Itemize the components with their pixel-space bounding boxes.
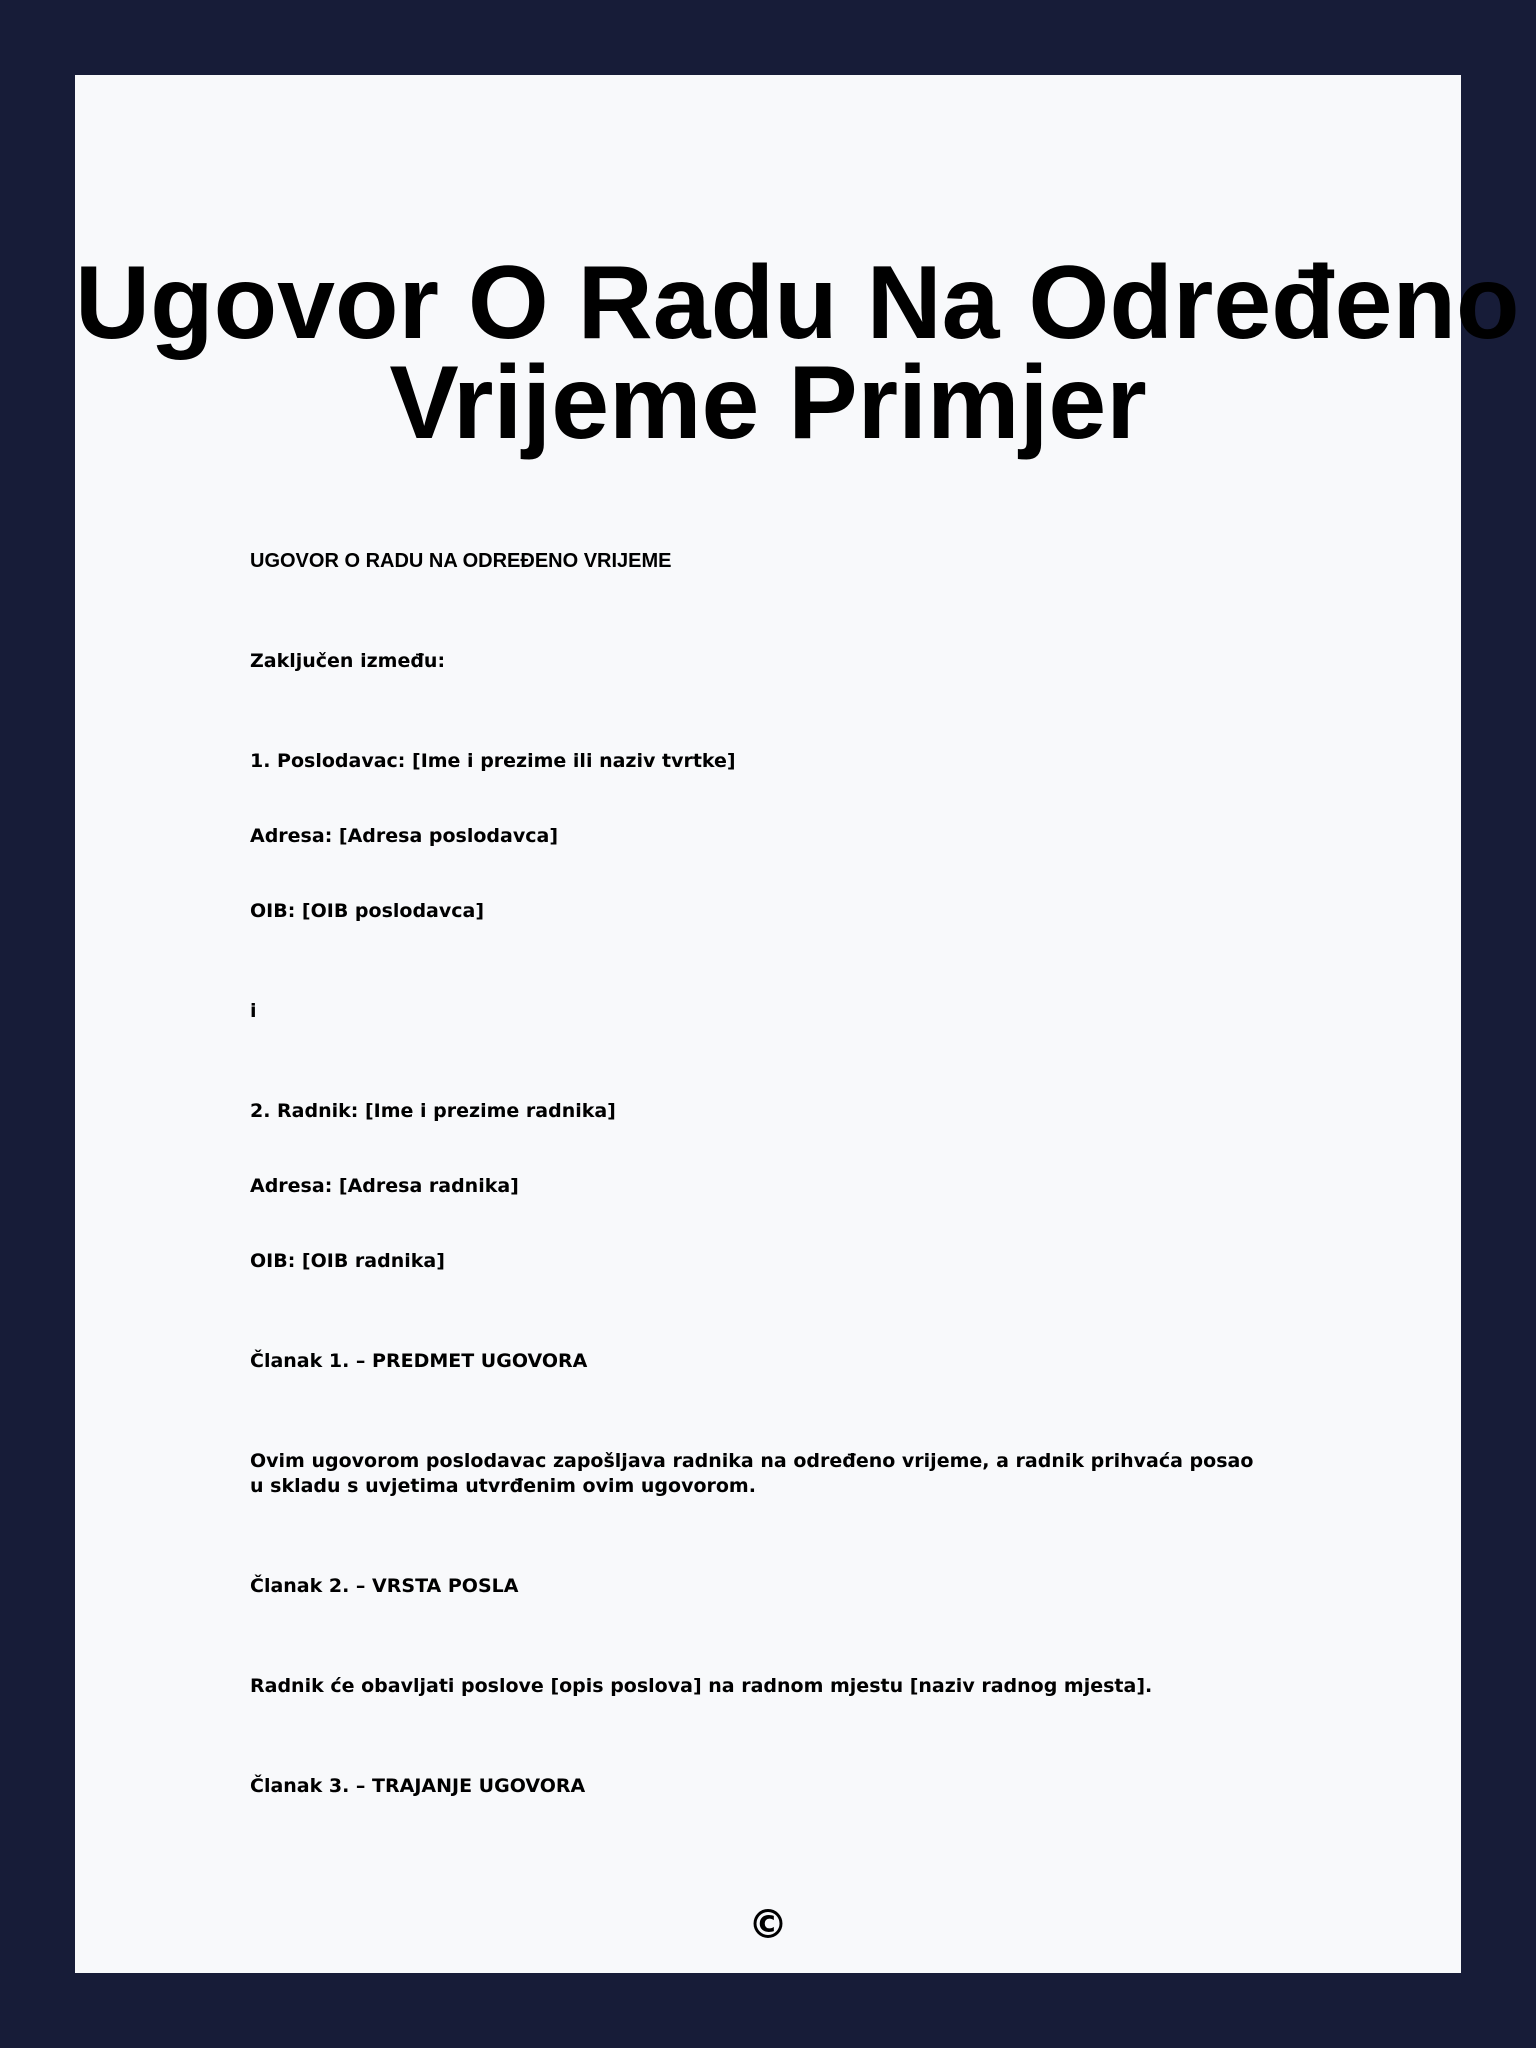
- article-2-text: Radnik će obavljati poslove [opis poslova] na radnom mjestu [naziv radnog mjesta].: [250, 1675, 1153, 1697]
- concluded-between: Zaključen između:: [250, 650, 446, 672]
- title-line-2: Vrijeme Primjer: [389, 345, 1147, 461]
- article-3-heading: Članak 3. – TRAJANJE UGOVORA: [250, 1775, 586, 1797]
- copyright-icon: ©: [748, 1902, 788, 1948]
- employee-oib: OIB: [OIB radnika]: [250, 1250, 445, 1272]
- conjunction-and: i: [250, 1000, 257, 1022]
- employee-name: 2. Radnik: [Ime i prezime radnika]: [250, 1100, 616, 1122]
- employee-address: Adresa: [Adresa radnika]: [250, 1175, 519, 1197]
- article-1-text: Ovim ugovorom poslodavac zapošljava radnika na određeno vrijeme, a radnik prihvaća posao u skladu s uvjetima utvrđenim ovim ugovorom.: [250, 1450, 1254, 1497]
- contract-heading: UGOVOR O RADU NA ODREĐENO VRIJEME: [250, 550, 672, 572]
- title-line-1: Ugovor O Radu Na Određeno: [75, 245, 1520, 361]
- employer-address: Adresa: [Adresa poslodavca]: [250, 825, 558, 847]
- article-1-heading: Članak 1. – PREDMET UGOVORA: [250, 1350, 588, 1372]
- employer-oib: OIB: [OIB poslodavca]: [250, 900, 485, 922]
- document-page: [75, 75, 1520, 1973]
- employer-name: 1. Poslodavac: [Ime i prezime ili naziv tvrtke]: [250, 750, 736, 772]
- article-2-heading: Članak 2. – VRSTA POSLA: [250, 1575, 519, 1597]
- document-title: [75, 245, 1520, 461]
